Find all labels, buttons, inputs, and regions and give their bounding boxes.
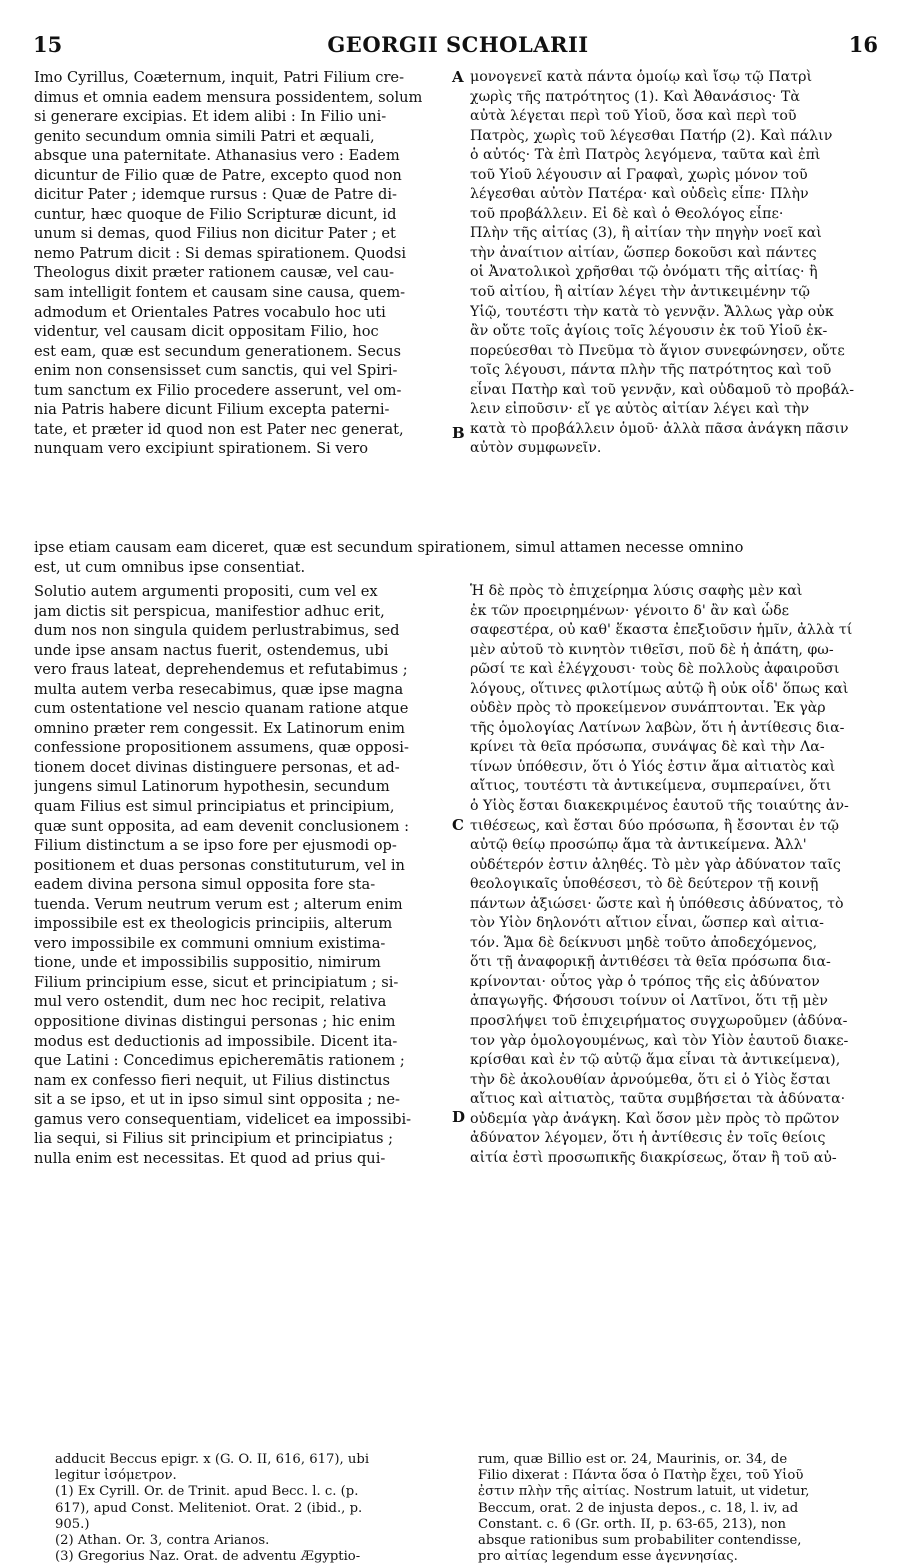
text-line: ὁ Υἱὸς ἔσται διακεκριμένος ἑαυτοῦ τῆς τοιαύτης ἀν- <box>470 798 849 815</box>
text-line: dicitur Pater ; idemque rursus : Quæ de Patre di- <box>34 186 397 204</box>
text-line: ἀδύνατον λέγομεν, ὅτι ἡ ἀντίθεσις ἐν τοῖς θείοις <box>470 1130 826 1147</box>
text-line: genito secundum omnia simili Patri et æquali, <box>34 127 375 145</box>
text-line: αὐτῷ θείῳ προσώπῳ ἅμα τὰ ἀντικείμενα. Ἀλλ' <box>470 837 807 854</box>
text-line: ἂν οὔτε τοῖς ἁγίοις τοῖς λέγουσιν ἐκ τοῦ Υἱοῦ ἐκ- <box>470 323 828 340</box>
text-line: sam intelligit fontem et causam sine causa, quem- <box>34 284 406 302</box>
text-line: ἐστιν πλὴν τῆς αἰτίας. Nostrum latuit, ut videtur, <box>478 1484 810 1500</box>
text-line: nunquam vero excipiunt spirationem. Si vero <box>34 440 369 458</box>
text-line: (3) Gregorius Naz. Orat. de adventu Ægyptio- <box>55 1549 361 1565</box>
text-line: κρίνονται· οὗτος γὰρ ὁ τρόπος τῆς εἰς ἀδύνατον <box>470 973 820 990</box>
text-line: legitur ἰσόμετρον. <box>55 1468 177 1484</box>
text-line: τὸν Υἱὸν δηλονότι αἴτιον εἶναι, ὥσπερ καὶ αἰτια- <box>470 915 824 932</box>
text-line: πάντων ἀξιώσει· ὥστε καὶ ἡ ὑπόθεσις ἀδύνατος, τὸ <box>470 895 844 912</box>
text-line: οὐδεμία γὰρ ἀνάγκη. Καὶ ὅσον μὲν πρὸς τὸ πρῶτον <box>470 1110 840 1127</box>
text-line: τον γὰρ ὁμολογουμένως, καὶ τὸν Υἱὸν ἑαυτοῦ διακε- <box>470 1032 849 1049</box>
text-line: Beccum, orat. 2 de injusta depos., c. 18, l. iv, ad <box>478 1500 799 1516</box>
text-line: tate, et præter id quod non est Pater nec generat, <box>34 420 404 438</box>
text-line: οἱ Ἀνατολικοὶ χρῆσθαι τῷ ὀνόματι τῆς αἰτίας· ἢ <box>470 264 818 281</box>
text-line: Imo Cyrillus, Coæternum, inquit, Patri Filium cre- <box>34 69 404 86</box>
text-line: (2) Athan. Or. 3, contra Arianos. <box>55 1533 270 1549</box>
text-line: ρῶσί τε καὶ ἐλέγχουσι· τοὺς δὲ πολλοὺς ἀφαιροῦσι <box>470 661 840 678</box>
latin-column-top <box>34 68 460 459</box>
greek-column-top <box>470 68 888 459</box>
text-line: nia Patris habere dicunt Filium excepta paterni- <box>34 401 390 419</box>
text-line: gamus vero consequentiam, videlicet ea impossibi- <box>34 1110 412 1128</box>
text-line: vero impossibile ex communi omnium existima- <box>34 934 386 952</box>
text-line: jam dictis sit perspicua, manifestior adhuc erit, <box>34 602 385 620</box>
text-line: Filio dixerat : Πάντα ὅσα ὁ Πατὴρ ἔχει, τοῦ Υἱοῦ <box>478 1468 804 1484</box>
text-line: Υἱῷ, τουτέστι τὴν κατὰ τὸ γεννᾷν. Ἄλλως γὰρ οὐκ <box>470 303 834 320</box>
text-line: ἐκ τῶν προειρημένων· γένοιτο δ' ἂν καὶ ὧδε <box>470 602 790 619</box>
text-line: σαφεστέρα, οὐ καθ' ἕκαστα ἐπεξιοῦσιν ἡμῖν, ἀλλὰ τί <box>470 622 853 639</box>
margin-marker-a: A <box>452 68 464 86</box>
text-line: αἰτία ἐστὶ προσωπικῆς διακρίσεως, ὅταν ἢ τοῦ αὐ- <box>470 1149 837 1166</box>
text-line: (1) Ex Cyrill. Or. de Trinit. apud Becc. l. c. (p. <box>55 1484 359 1500</box>
text-line: αἴτιος καὶ αἰτιατὸς, ταῦτα συμβήσεται τὰ ἀδύνατα· <box>470 1091 846 1108</box>
text-line: τοῦ Υἱοῦ λέγουσιν αἱ Γραφαὶ, χωρὶς μόνον τοῦ <box>470 166 808 183</box>
page-number-left: 15 <box>33 32 63 57</box>
text-line: λόγους, οἵτινες φιλοτίμως αὐτῷ ἢ οὐκ οἶδ' ὅπως καὶ <box>470 680 849 697</box>
greek-column-bottom <box>470 582 888 1168</box>
text-line: πορεύεσθαι τὸ Πνεῦμα τὸ ἅγιον συνεφώνησεν, οὔτε <box>470 342 845 359</box>
text-line: τιθέσεως, καὶ ἔσται δύο πρόσωπα, ἢ ἔσονται ἐν τῷ <box>470 817 839 834</box>
text-line: dum nos non singula quidem perlustrabimus, sed <box>34 622 400 640</box>
text-line: impossibile est ex theologicis principiis, alterum <box>34 915 393 933</box>
text-line: quæ sunt opposita, ad eam devenit conclusionem : <box>34 817 410 835</box>
text-line: omnino præter rem congessit. Ex Latinorum enim <box>34 719 405 737</box>
running-title: GEORGII SCHOLARII <box>327 32 589 57</box>
text-line: τῆς ὁμολογίας Λατίνων λαβὼν, ὅτι ἡ ἀντίθεσις δια- <box>470 719 845 736</box>
text-line: modus est deductionis ad impossibile. Dicent ita- <box>34 1032 398 1050</box>
full-width-text <box>34 538 888 577</box>
text-line: admodum et Orientales Patres vocabulo hoc uti <box>34 303 386 321</box>
text-line: τὴν δὲ ἀκολουθίαν ἀρνούμεθα, ὅτι εἰ ὁ Υἱὸς ἔσται <box>470 1071 831 1088</box>
text-line: cum ostentatione vel nescio quanam ratione atque <box>34 700 409 718</box>
text-line: οὐδὲν πρὸς τὸ προκείμενον συνάπτονται. Ἐκ γὰρ <box>470 700 826 717</box>
text-line: κατὰ τὸ προβάλλειν ὁμοῦ· ἀλλὰ πᾶσα ἀνάγκη πᾶσιν <box>470 420 849 437</box>
text-line: ὁ αὐτός· Τὰ ἐπὶ Πατρὸς λεγόμενα, ταῦτα καὶ ἐπὶ <box>470 147 821 164</box>
text-line: absque una paternitate. Athanasius vero : Eadem <box>34 147 400 165</box>
text-line: λειν εἰποῦσιν· εἴ γε αὐτὸς αἰτίαν λέγει καὶ τὴν <box>470 401 810 418</box>
text-line: tum sanctum ex Filio procedere asserunt, vel om- <box>34 381 402 399</box>
text-line: nemo Patrum dicit : Si demas spirationem. Quodsi <box>34 244 407 262</box>
text-line: κρίνει τὰ θεῖα πρόσωπα, συνάψας δὲ καὶ τὴν Λα- <box>470 739 825 756</box>
text-line: αἴτιος, τουτέστι τὰ ἀντικείμενα, συμπεραίνει, ὅτι <box>470 778 832 795</box>
text-line: ipse etiam causam eam diceret, quæ est secundum spirationem, simul attamen necesse omnino <box>34 539 744 556</box>
text-line: χωρὶς τῆς πατρότητος (1). Καὶ Ἀθανάσιος· Τὰ <box>470 88 800 105</box>
text-line: adducit Beccus epigr. x (G. O. II, 616, 617), ubi <box>55 1452 370 1467</box>
text-line: τίνων ὑπόθεσιν, ὅτι ὁ Υἱός ἐστιν ἅμα αἰτιατὸς καὶ <box>470 758 836 775</box>
text-line: sit a se ipso, et ut in ipso simul sint opposita ; ne- <box>34 1091 400 1109</box>
margin-marker-d: D <box>452 1108 466 1126</box>
text-line: Constant. c. 6 (Gr. orth. II, p. 63-65, 213), non <box>478 1516 786 1532</box>
text-line: jungens simul Latinorum hypothesin, secundum <box>34 778 390 796</box>
text-line: Filium principium esse, sicut et principiatum ; si- <box>34 973 399 991</box>
text-line: confessione propositionem assumens, quæ opposi- <box>34 739 409 757</box>
text-line: Ἡ δὲ πρὸς τὸ ἐπιχείρημα λύσις σαφὴς μὲν καὶ <box>470 583 803 599</box>
text-line: λέγεσθαι αὐτὸν Πατέρα· καὶ οὐδεὶς εἶπε· Πλὴν <box>470 186 809 203</box>
text-line: tionem docet divinas distinguere personas, et ad- <box>34 758 400 776</box>
text-line: que Latini : Concedimus epicheremātis rationem ; <box>34 1052 405 1070</box>
text-line: ἀπαγωγῆς. Φήσουσι τοίνυν οἱ Λατῖνοι, ὅτι τῇ μὲν <box>470 993 828 1010</box>
text-line: unde ipse ansam nactus fuerit, ostendemus, ubi <box>34 641 389 659</box>
text-line: θεολογικαῖς ὑποθέσεσι, τὸ δὲ δεύτερον τῇ κοινῇ <box>470 876 819 893</box>
text-line: τοῖς λέγουσι, πάντα πλὴν τῆς πατρότητος καὶ τοῦ <box>470 362 832 379</box>
text-line: nulla enim est necessitas. Et quod ad prius qui- <box>34 1149 386 1167</box>
text-line: αὐτὸν συμφωνεῖν. <box>470 440 602 457</box>
text-line: τοῦ προβάλλειν. Εἰ δὲ καὶ ὁ Θεολόγος εἶπε· <box>470 205 784 222</box>
text-line: dimus et omnia eadem mensura possidentem, solum <box>34 88 423 106</box>
text-line: eadem divina persona simul opposita fore sta- <box>34 876 376 894</box>
text-line: τοῦ αἰτίου, ἢ αἰτίαν λέγει τὴν ἀντικειμένην τῷ <box>470 284 810 301</box>
text-line: Filium distinctum a se ipso fore per ejusmodi op- <box>34 837 397 855</box>
footnotes-right <box>478 1452 888 1565</box>
text-line: ὅτι τῇ ἀναφορικῇ ἀντιθέσει τὰ θεῖα πρόσωπα δια- <box>470 954 831 971</box>
text-line: vero fraus lateat, deprehendemus et refutabimus ; <box>34 661 408 679</box>
text-line: est eam, quæ est secundum generationem. Secus <box>34 342 401 360</box>
text-line: Πλὴν τῆς αἰτίας (3), ἢ αἰτίαν τὴν πηγὴν νοεῖ καὶ <box>470 225 822 242</box>
text-line: cuntur, hæc quoque de Filio Scripturæ dicunt, id <box>34 205 397 223</box>
text-line: κρίσθαι καὶ ἐν τῷ αὐτῷ ἅμα εἶναι τὰ ἀντικείμενα), <box>470 1052 841 1069</box>
latin-column-bottom <box>34 582 460 1168</box>
page-number-right: 16 <box>848 32 878 57</box>
footnotes-left <box>55 1452 460 1565</box>
margin-marker-c: C <box>452 816 464 834</box>
text-line: oppositione divinas distingui personas ; hic enim <box>34 1013 396 1031</box>
text-line: Theologus dixit præter rationem causæ, vel cau- <box>34 264 395 282</box>
text-line: positionem et duas personas constituturum, vel in <box>34 856 405 874</box>
text-line: est, ut cum omnibus ipse consentiat. <box>34 558 306 576</box>
text-line: dicuntur de Filio quæ de Patre, excepto quod non <box>34 166 402 184</box>
text-line: videntur, vel causam dicit oppositam Filio, hoc <box>34 323 379 341</box>
text-line: pro αἰτίας legendum esse ἀγεννησίας. <box>478 1549 738 1565</box>
text-line: τόν. Ἅμα δὲ δείκνυσι μηδὲ τοῦτο ἀποδεχόμενος, <box>470 934 818 951</box>
text-line: si generare excipias. Et idem alibi : In Filio uni- <box>34 108 387 126</box>
text-line: μονογενεῖ κατὰ πάντα ὁμοίῳ καὶ ἴσῳ τῷ Πατρὶ <box>470 69 813 85</box>
text-line: multa autem verba resecabimus, quæ ipse magna <box>34 680 404 698</box>
text-line: quam Filius est simul principiatus et principium, <box>34 798 395 816</box>
text-line: τὴν ἀναίτιον αἰτίαν, ὥσπερ δοκοῦσι καὶ πάντες <box>470 244 817 261</box>
text-line: αὐτὰ λέγεται περὶ τοῦ Υἱοῦ, ὅσα καὶ περὶ τοῦ <box>470 108 797 125</box>
text-line: Solutio autem argumenti propositi, cum vel ex <box>34 583 378 600</box>
text-line: rum, quæ Billio est or. 24, Maurinis, or. 34, de <box>478 1452 788 1467</box>
text-line: οὐδέτερόν ἐστιν ἀληθές. Τὸ μὲν γὰρ ἀδύνατον ταῖς <box>470 856 841 873</box>
text-line: enim non consensisset cum sanctis, qui vel Spiri- <box>34 362 398 380</box>
text-line: εἶναι Πατὴρ καὶ τοῦ γεννᾷν, καὶ οὐδαμοῦ τὸ προβάλ- <box>470 381 855 398</box>
text-line: absque rationibus sum probabiliter contendisse, <box>478 1533 802 1549</box>
text-line: Πατρὸς, χωρὶς τοῦ λέγεσθαι Πατήρ (2). Καὶ πάλιν <box>470 127 833 144</box>
text-line: lia sequi, si Filius sit principium et principiatus ; <box>34 1130 394 1148</box>
text-line: mul vero ostendit, dum nec hoc recipit, relativa <box>34 993 387 1011</box>
text-line: προσλήψει τοῦ ἐπιχειρήματος συγχωροῦμεν (ἀδύνα- <box>470 1013 848 1030</box>
text-line: nam ex confesso fieri nequit, ut Filius distinctus <box>34 1071 391 1089</box>
text-line: tuenda. Verum neutrum verum est ; alterum enim <box>34 895 403 913</box>
text-line: tione, unde et impossibilis suppositio, nimirum <box>34 954 381 972</box>
text-line: 617), apud Const. Meliteniot. Orat. 2 (ibid., p. <box>55 1500 363 1516</box>
text-line: μὲν αὐτοῦ τὸ κινητὸν τιθεῖσι, ποῦ δὲ ἡ ἀπάτη, φω- <box>470 641 834 658</box>
text-line: unum si demas, quod Filius non dicitur Pater ; et <box>34 225 396 243</box>
margin-marker-b: B <box>452 424 465 442</box>
text-line: 905.) <box>55 1516 90 1532</box>
